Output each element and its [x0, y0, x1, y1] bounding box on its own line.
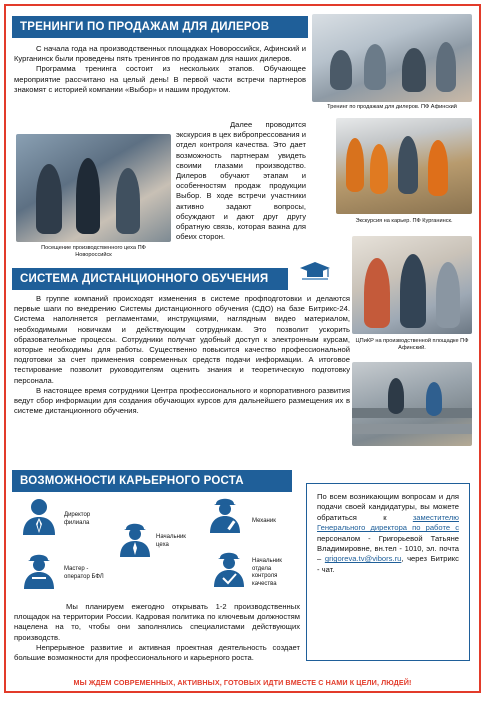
photo-training-center — [352, 236, 472, 334]
training-paragraph-3-text: Далее проводится экскурсия в цех вибропрессования и отдел контроля качества. Это дает возможность партнерам увидеть своими глазами производство. Дилеров обучают этапам и особенностям продаж продукции Выбор. В ходе встречи участники активно задают вопросы, обсуждают и дают друг другу обратную связь, которая важна для обеих сторон. — [176, 120, 306, 242]
photo-sales-training — [312, 14, 472, 102]
master-operator-icon — [20, 550, 58, 590]
training-paragraph-2: Программа тренинга состоит из нескольких этапов. Обучающее мероприятие рассчитано на целый день! В первой части встречи партнеров знакомят с историей компании «Выбор» и нашим продуктом. — [14, 64, 306, 94]
caption-workshop-visit: Посещение производственного цеха ПФ Новороссийск — [41, 245, 146, 258]
photo-quarry-excursion — [336, 118, 472, 214]
role-master-label: Мастер - оператор БФЛ — [64, 566, 104, 580]
section-title-training: ТРЕНИНГИ ПО ПРОДАЖАМ ДЛЯ ДИЛЕРОВ — [12, 16, 308, 38]
distance-learning-text — [14, 294, 350, 470]
photo-production-floor — [352, 362, 472, 446]
shop-head-icon — [116, 518, 154, 558]
role-mechanic-label: Механик — [252, 518, 276, 524]
caption-training-center: ЦПиКР на производственной площадке ПФ Афинский. — [355, 338, 469, 351]
director-icon — [20, 496, 58, 536]
career-paragraph-1: Мы планируем ежегодно открывать 1-2 производственных площадок на территории России. Кадровая политика по ключевым должностям нацелена на то, чтобы они заполнялись специалистами действующих производств. — [14, 602, 300, 642]
career-text — [14, 602, 300, 674]
distance-paragraph-2: В настоящее время сотрудники Центра профессионального и корпоративного развития ведут сбор информации для создания обучающих курсов для дальнейшего размещения их в системе дистанционного обучения. — [14, 385, 350, 416]
contact-tail: , через Битрикс - чат. — [317, 554, 459, 574]
education-logo-icon — [298, 260, 332, 282]
contact-email-link[interactable]: grigoreva.tv@vibors.ru — [324, 554, 402, 564]
contact-position-link[interactable]: заместителю Генерального директора по работе с — [317, 512, 459, 533]
training-paragraph-3 — [176, 120, 306, 264]
contact-details: персоналом - Григорьевой Татьяне Владимировне, вн.тел - 1010, эл. почта – — [317, 533, 459, 564]
caption-sales-training: Тренинг по продажам для дилеров. ПФ Афинский — [327, 104, 457, 110]
caption-quarry-excursion: Экскурсия на карьер. ПФ Курганинск. — [355, 218, 453, 224]
contact-intro: По всем возникающим вопросам и для подачи своей кандидатуры, вы можете обратиться к — [317, 492, 459, 522]
role-director-label: Директор филиала — [64, 512, 91, 526]
mechanic-icon — [206, 494, 244, 534]
role-qc-head-label: Начальник отдела контроля качества — [252, 558, 282, 587]
role-shop-head-label: Начальник цеха — [156, 534, 186, 548]
training-intro-text — [14, 44, 306, 128]
contact-box — [306, 483, 470, 661]
section-title-career: ВОЗМОЖНОСТИ КАРЬЕРНОГО РОСТА — [12, 470, 292, 492]
training-paragraph-1: С начала года на производственных площадках Новороссийск, Афинский и Курганинск были проведены пять тренингов по продажам для наших дилеров. — [14, 44, 306, 64]
photo-workshop-visit — [16, 134, 171, 242]
section-title-distance-learning: СИСТЕМА ДИСТАНЦИОННОГО ОБУЧЕНИЯ — [12, 268, 288, 290]
career-paragraph-2: Непрерывное развитие и активная проектная деятельность создает большие возможности для профессионального и карьерного роста. — [14, 642, 300, 663]
footer-slogan: МЫ ЖДЕМ СОВРЕМЕННЫХ, АКТИВНЫХ, ГОТОВЫХ ИДТИ ВМЕСТЕ С НАМИ К ЦЕЛИ, ЛЮДЕЙ! — [73, 678, 412, 687]
qc-head-icon — [210, 548, 248, 588]
distance-paragraph-1: В группе компаний происходят изменения в системе профподготовки и делаются первые шаги по внедрению Системы дистанционного обучения (СДО) на базе Битрикс-24. Система наполняется регламентами, инструкциями, наглядным видео материалом, необходимыми новичкам и действующим сотрудникам. Это позволит ускорить образовательные процессы. Сотрудники получат удобный доступ к электронным курсам, которые необходимы для работы. Существенно повысится качество профессиональной подготовки за счет применения современных средств подачи информации. А итоговое тестирование позволит руководителям оценить знания и теоретическую подготовку персонала. — [14, 294, 350, 385]
newsletter-page — [4, 4, 481, 693]
